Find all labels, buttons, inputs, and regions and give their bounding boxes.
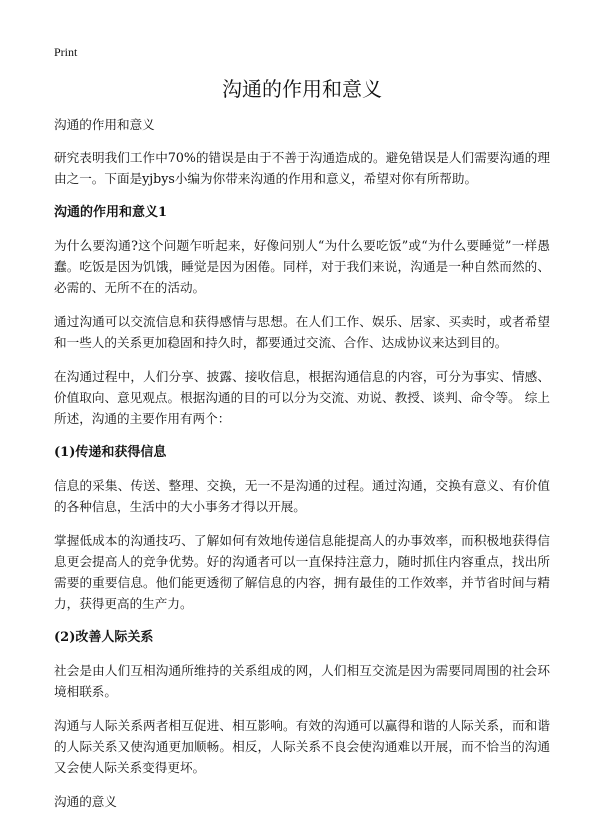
intro-paragraph: 研究表明我们工作中70%的错误是由于不善于沟通造成的。避免错误是人们需要沟通的理由之一。下面是yjbys小编为你带来沟通的作用和意义，希望对你有所帮助。 [54,150,550,186]
section-1-heading: 沟通的作用和意义1 [54,205,168,220]
point-1-paragraph-1: 信息的采集、传送、整理、交换，无一不是沟通的过程。通过沟通，交换有意义、有价值的各种信息，生活中的大小事务才得以开展。 [54,478,550,514]
point-2-heading: (2)改善人际关系 [54,630,154,645]
point-2-paragraph-2: 沟通与人际关系两者相互促进、相互影响。有效的沟通可以赢得和谐的人际关系，而和谐的人际关系又使沟通更加顺畅。相反，人际关系不良会使沟通难以开展，而不恰当的沟通又会使人际关系变得更坏。 [54,718,550,775]
point-2-paragraph-1: 社会是由人们互相沟通所维持的关系组成的网，人们相互交流是因为需要同周围的社会环境相联系。 [54,663,550,699]
section-1-paragraph-2: 通过沟通可以交流信息和获得感情与思想。在人们工作、娱乐、居家、买卖时，或者希望和一些人的关系更加稳固和持久时，都要通过交流、合作、达成协议来达到目的。 [54,314,550,350]
print-label: Print [54,45,78,59]
closing-heading: 沟通的意义 [54,794,117,809]
document-title: 沟通的作用和意义 [222,77,382,101]
point-1-heading: (1)传递和获得信息 [54,445,167,460]
section-1-paragraph-3: 在沟通过程中，人们分享、披露、接收信息，根据沟通信息的内容，可分为事实、情感、价值取向、意见观点。根据沟通的目的可以分为交流、劝说、教授、谈判、命令等。 综上所述，沟通的主要作用有两个： [54,369,550,426]
section-1-paragraph-1: 为什么要沟通?这个问题乍听起来，好像问别人“为什么要吃饭”或“为什么要睡觉”一样愚蠢。吃饭是因为饥饿，睡觉是因为困倦。同样，对于我们来说，沟通是一种自然而然的、必需的、无所不在的活动。 [54,238,550,295]
point-1-paragraph-2: 掌握低成本的沟通技巧、了解如何有效地传递信息能提高人的办事效率，而积极地获得信息更会提高人的竞争优势。好的沟通者可以一直保持注意力，随时抓住内容重点，找出所需要的重要信息。他们能更透彻了解信息的内容，拥有最佳的工作效率，并节省时间与精力，获得更高的生产力。 [54,533,550,611]
document-subtitle: 沟通的作用和意义 [54,117,155,132]
document-page [54,44,550,825]
